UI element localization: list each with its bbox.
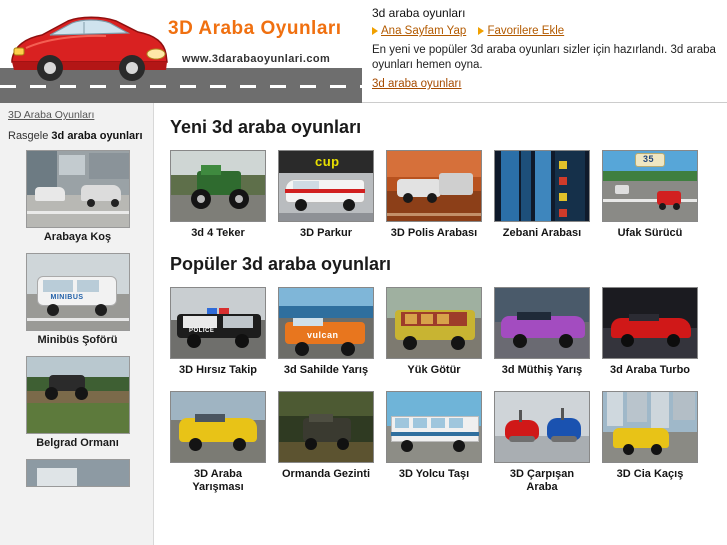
list-item[interactable] xyxy=(8,253,147,346)
game-label[interactable]: Ufak Sürücü xyxy=(617,227,683,239)
game-card[interactable] xyxy=(494,391,590,494)
vulcan-badge: vulcan xyxy=(307,330,339,340)
game-card[interactable] xyxy=(278,150,374,240)
sidebar-thumb-belgrad[interactable] xyxy=(26,356,130,434)
game-label[interactable]: 3d Müthiş Yarış xyxy=(501,364,583,376)
logo-title: 3D Araba Oyunları xyxy=(168,18,342,39)
sidebar-thumb-arabaya-kos[interactable] xyxy=(26,150,130,228)
cup-badge: cup xyxy=(315,154,340,169)
arrow-right-icon xyxy=(372,27,378,35)
sidebar-heading-bold: 3d araba oyunları xyxy=(51,130,143,142)
popular-games-row-1 xyxy=(170,287,719,377)
game-thumb-araba-turbo[interactable] xyxy=(602,287,698,359)
sidebar-thumb-minibus[interactable]: MINIBUS xyxy=(26,253,130,331)
game-thumb-muthis-yaris[interactable] xyxy=(494,287,590,359)
section-title-popular: Popüler 3d araba oyunları xyxy=(170,254,392,274)
popular-games-row-2 xyxy=(170,391,719,494)
sidebar-thumb-partial[interactable] xyxy=(26,459,130,487)
arrow-right-icon xyxy=(478,27,484,35)
list-item[interactable] xyxy=(8,356,147,449)
game-card[interactable] xyxy=(386,150,482,240)
keyword-link[interactable]: 3d araba oyunları xyxy=(372,78,462,90)
game-thumb-ufak-surucu[interactable]: 35 xyxy=(602,150,698,222)
sidebar-item-label[interactable]: Belgrad Ormanı xyxy=(36,437,119,449)
game-card[interactable] xyxy=(494,150,590,240)
sidebar xyxy=(0,103,154,545)
game-card[interactable] xyxy=(278,391,374,494)
new-games-row xyxy=(170,150,719,240)
site-header xyxy=(0,0,727,103)
game-card[interactable] xyxy=(170,391,266,494)
game-label[interactable]: 3D Polis Arabası xyxy=(390,227,478,239)
game-card[interactable] xyxy=(170,287,266,377)
game-thumb-hirsiz-takip[interactable] xyxy=(170,287,266,359)
main-content xyxy=(154,103,727,545)
game-thumb-zebani[interactable] xyxy=(494,150,590,222)
game-thumb-carpisan-araba[interactable] xyxy=(494,391,590,463)
game-thumb-3d-polis[interactable] xyxy=(386,150,482,222)
game-thumb-cia-kacis[interactable] xyxy=(602,391,698,463)
sidebar-heading-prefix: Rasgele xyxy=(8,130,52,142)
game-label[interactable]: Zebani Arabası xyxy=(502,227,582,239)
game-card[interactable] xyxy=(170,150,266,240)
make-homepage-link[interactable]: Ana Sayfam Yap xyxy=(381,25,467,37)
game-thumb-3d-4-teker[interactable] xyxy=(170,150,266,222)
game-card[interactable] xyxy=(494,287,590,377)
content-area xyxy=(0,103,727,545)
game-label[interactable]: 3d Sahilde Yarış xyxy=(283,364,369,376)
game-label[interactable]: 3D Araba Yarışması xyxy=(192,468,244,493)
sidebar-item-label[interactable]: Minibüs Şoförü xyxy=(37,334,118,346)
sidebar-heading xyxy=(8,130,147,142)
red-car-illustration xyxy=(6,8,174,86)
game-thumb-yolcu-tasi[interactable] xyxy=(386,391,482,463)
game-thumb-araba-yarismasi[interactable] xyxy=(170,391,266,463)
game-label[interactable]: 3D Yolcu Taşı xyxy=(398,468,470,480)
game-card[interactable] xyxy=(278,287,374,377)
list-item[interactable] xyxy=(8,150,147,243)
logo-banner[interactable] xyxy=(0,0,362,103)
game-card[interactable] xyxy=(602,287,698,377)
game-card[interactable] xyxy=(386,287,482,377)
site-description: En yeni ve popüler 3d araba oyunları sizler için hazırlandı. 3d araba oyunları hemen oyna. xyxy=(372,44,716,71)
game-label[interactable]: 3D Cia Kaçış xyxy=(616,468,684,480)
game-card[interactable] xyxy=(386,391,482,494)
section-title-new: Yeni 3d araba oyunları xyxy=(170,117,362,137)
police-badge: POLICE xyxy=(189,328,215,334)
game-label[interactable]: Yük Götür xyxy=(407,364,461,376)
add-favorites-link[interactable]: Favorilere Ekle xyxy=(487,25,565,37)
game-label[interactable]: 3D Hırsız Takip xyxy=(178,364,258,376)
sidebar-home-link[interactable]: 3D Araba Oyunları xyxy=(8,109,95,121)
sidebar-item-label[interactable]: Arabaya Koş xyxy=(43,231,112,243)
game-thumb-ormanda-gezinti[interactable] xyxy=(278,391,374,463)
game-card[interactable] xyxy=(602,391,698,494)
game-card[interactable] xyxy=(602,150,698,240)
game-thumb-sahilde-yaris[interactable] xyxy=(278,287,374,359)
game-label[interactable]: 3D Parkur xyxy=(300,227,352,239)
game-label[interactable]: 3D Çarpışan Araba xyxy=(509,468,575,493)
game-label[interactable]: Ormanda Gezinti xyxy=(281,468,371,480)
game-thumb-yuk-gotur[interactable] xyxy=(386,287,482,359)
header-links xyxy=(372,25,719,37)
header-info xyxy=(362,0,727,102)
page-title: 3d araba oyunları xyxy=(372,6,466,20)
game-thumb-3d-parkur[interactable] xyxy=(278,150,374,222)
list-item[interactable] xyxy=(8,459,147,487)
game-label[interactable]: 3d 4 Teker xyxy=(191,227,245,239)
game-label[interactable]: 3d Araba Turbo xyxy=(609,364,691,376)
logo-url: www.3darabaoyunlari.com xyxy=(182,53,331,65)
